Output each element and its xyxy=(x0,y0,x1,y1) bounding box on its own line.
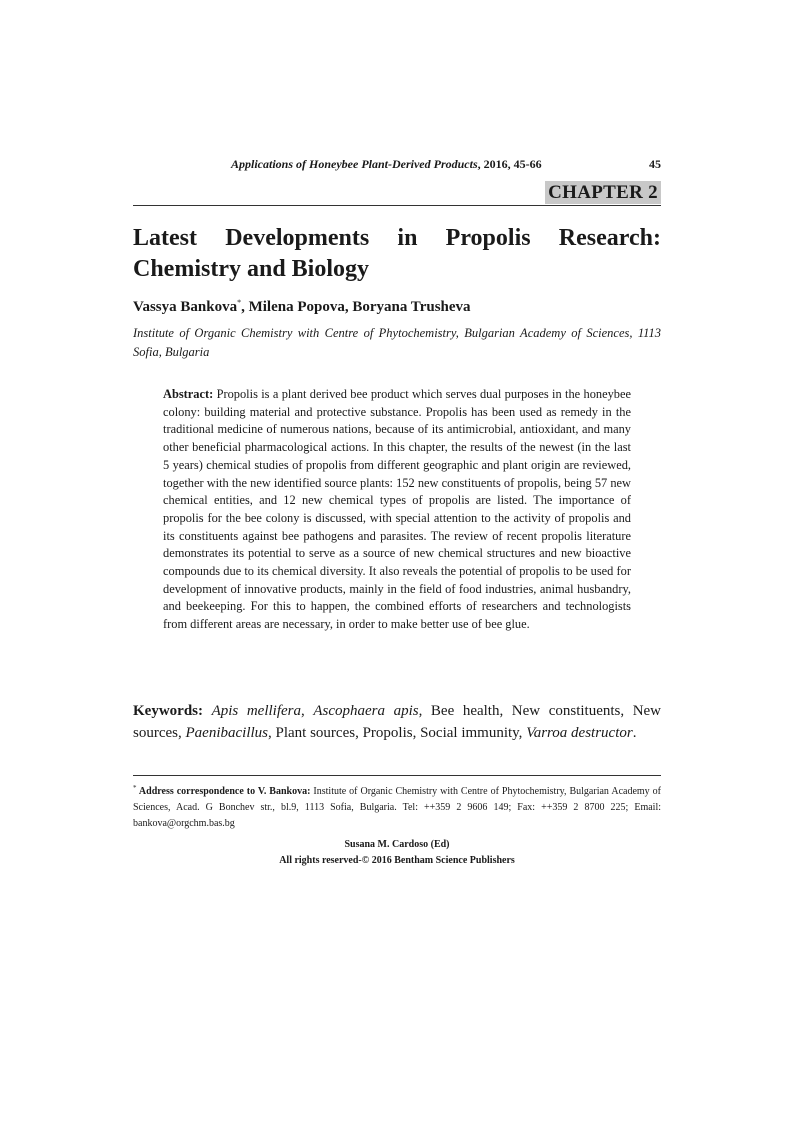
first-author: Vassya Bankova xyxy=(133,299,238,315)
journal-title: Applications of Honeybee Plant-Derived Products xyxy=(231,157,478,171)
page-number: 45 xyxy=(649,157,661,171)
chapter-divider xyxy=(133,205,661,206)
keywords-label: Keywords: xyxy=(133,703,203,719)
footnote-divider xyxy=(133,775,661,776)
journal-citation: , 2016, 45-66 xyxy=(477,157,542,171)
footnote-text: Institute of Organic Chemistry with Centre of Phytochemistry, Bulgarian Academy of Sciences, Acad. G Bonchev str., bl.9, 1113 Sofia, Bulgaria. Tel: ++359 2 9606 149; Fax: ++359 2 8700 225; Email: bankova@orgchm.bas.bg xyxy=(133,786,661,829)
running-header xyxy=(133,157,661,173)
editor-line: Susana M. Cardoso (Ed) xyxy=(344,839,450,850)
co-authors: , Milena Popova, Boryana Trusheva xyxy=(241,299,471,315)
publisher-block xyxy=(133,837,661,869)
running-title xyxy=(231,157,542,172)
footnote-mark: * xyxy=(133,784,137,792)
article-title: Latest Developments in Propolis Research: Chemistry and Biology xyxy=(133,225,661,282)
keyword-list-plain-2: , Plant sources, Propolis, Social immunity, xyxy=(268,725,527,741)
affiliation: Institute of Organic Chemistry with Centre of Phytochemistry, Bulgarian Academy of Sciences, 1113 Sofia, Bulgaria xyxy=(133,326,661,359)
author-list xyxy=(133,298,471,316)
abstract-label: Abstract: xyxy=(163,387,214,401)
abstract-text: Propolis is a plant derived bee product which serves dual purposes in the honeybee colony: building material and protective substance. Propolis has been used as remedy in the traditional medicine of numerous nations, because of its antimicrobial, antioxidant, and many other beneficial pharmacological actions. In this chapter, the results of the newest (in the last 5 years) chemical studies of propolis from different geographic and plant origin are reviewed, together with the new identified source plants: 152 new constituents of propolis, being 57 new chemical entities, and 12 new chemical types of propolis are listed. The importance of propolis for the bee colony is discussed, with special attention to the activity of propolis and its constituents against bee pathogens and parasites. The review of recent propolis literature demonstrates its potential to serve as a source of new chemical structures and new bioactive compounds due to its chemical diversity. It also reveals the potential of propolis to be used for development of innovative products, mainly in the field of food industries, animal husbandry, and beekeeping. For this to happen, the combined efforts of researchers and technologists from different areas are necessary, in order to make better use of bee glue. xyxy=(163,387,631,632)
chapter-label: CHAPTER 2 xyxy=(545,181,661,204)
keyword-varroa-destructor: Varroa destructor xyxy=(526,725,633,741)
corresponding-author-mark: * xyxy=(237,298,242,307)
rights-line: All rights reserved-© 2016 Bentham Science Publishers xyxy=(279,855,515,866)
keyword-paenibacillus: Paenibacillus xyxy=(185,725,268,741)
keywords xyxy=(133,700,661,744)
keyword-list-plain: , Bee health, New constituents, New sources, xyxy=(133,703,662,741)
keyword-separator: , xyxy=(301,703,314,719)
footnote-label: Address correspondence to V. Bankova: xyxy=(136,786,311,797)
keyword-apis-mellifera: Apis mellifera xyxy=(211,703,301,719)
abstract xyxy=(163,386,631,634)
keyword-end: . xyxy=(632,725,637,741)
page xyxy=(133,0,661,1122)
correspondence-footnote xyxy=(133,780,661,832)
keyword-ascophaera-apis: Ascophaera apis xyxy=(313,703,419,719)
